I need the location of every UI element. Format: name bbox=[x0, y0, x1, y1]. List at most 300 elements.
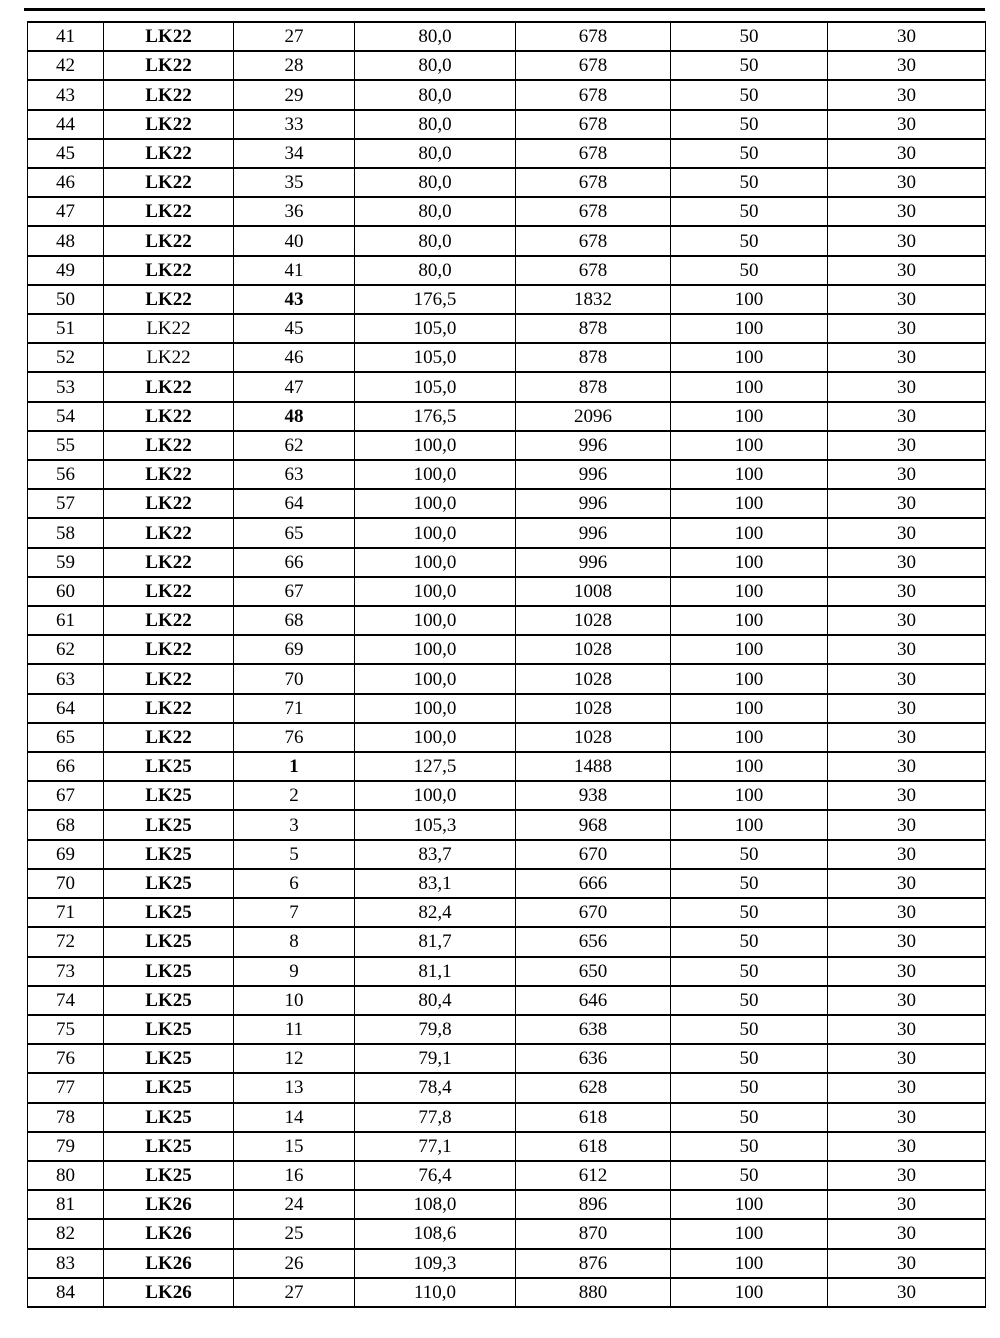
cell-percent: 50 bbox=[671, 80, 828, 109]
cell-decimal: 79,8 bbox=[355, 1015, 516, 1044]
cell-decimal: 80,0 bbox=[355, 168, 516, 197]
cell-constant: 30 bbox=[828, 226, 986, 255]
cell-code: LK25 bbox=[104, 1015, 234, 1044]
table-row bbox=[28, 226, 986, 255]
cell-index: 48 bbox=[28, 226, 104, 255]
cell-index: 81 bbox=[28, 1190, 104, 1219]
cell-code: LK22 bbox=[104, 518, 234, 547]
cell-code: LK22 bbox=[104, 285, 234, 314]
cell-code: LK22 bbox=[104, 577, 234, 606]
table-row bbox=[28, 1190, 986, 1219]
cell-decimal: 100,0 bbox=[355, 606, 516, 635]
cell-decimal: 82,4 bbox=[355, 898, 516, 927]
cell-value: 618 bbox=[516, 1103, 671, 1132]
cell-index: 68 bbox=[28, 810, 104, 839]
cell-percent: 100 bbox=[671, 1278, 828, 1307]
cell-code: LK22 bbox=[104, 314, 234, 343]
cell-constant: 30 bbox=[828, 402, 986, 431]
cell-decimal: 108,6 bbox=[355, 1219, 516, 1248]
cell-code: LK22 bbox=[104, 606, 234, 635]
cell-number: 10 bbox=[234, 986, 355, 1015]
cell-value: 678 bbox=[516, 110, 671, 139]
cell-index: 52 bbox=[28, 343, 104, 372]
cell-constant: 30 bbox=[828, 898, 986, 927]
cell-decimal: 80,0 bbox=[355, 139, 516, 168]
cell-number: 46 bbox=[234, 343, 355, 372]
cell-percent: 50 bbox=[671, 898, 828, 927]
cell-value: 678 bbox=[516, 22, 671, 51]
cell-constant: 30 bbox=[828, 781, 986, 810]
table-row bbox=[28, 927, 986, 956]
cell-percent: 50 bbox=[671, 1132, 828, 1161]
cell-percent: 100 bbox=[671, 664, 828, 693]
cell-decimal: 80,0 bbox=[355, 110, 516, 139]
cell-index: 82 bbox=[28, 1219, 104, 1248]
table-row bbox=[28, 1044, 986, 1073]
cell-percent: 50 bbox=[671, 840, 828, 869]
cell-percent: 100 bbox=[671, 372, 828, 401]
table-row bbox=[28, 1161, 986, 1190]
cell-number: 24 bbox=[234, 1190, 355, 1219]
cell-index: 56 bbox=[28, 460, 104, 489]
cell-constant: 30 bbox=[828, 80, 986, 109]
cell-index: 61 bbox=[28, 606, 104, 635]
cell-value: 618 bbox=[516, 1132, 671, 1161]
cell-value: 678 bbox=[516, 226, 671, 255]
table-row bbox=[28, 110, 986, 139]
cell-number: 27 bbox=[234, 1278, 355, 1307]
cell-code: LK25 bbox=[104, 957, 234, 986]
cell-constant: 30 bbox=[828, 518, 986, 547]
cell-index: 49 bbox=[28, 256, 104, 285]
cell-constant: 30 bbox=[828, 1190, 986, 1219]
cell-constant: 30 bbox=[828, 1073, 986, 1102]
cell-index: 71 bbox=[28, 898, 104, 927]
cell-percent: 50 bbox=[671, 1044, 828, 1073]
cell-code: LK25 bbox=[104, 1073, 234, 1102]
cell-number: 7 bbox=[234, 898, 355, 927]
cell-percent: 100 bbox=[671, 548, 828, 577]
table-row bbox=[28, 431, 986, 460]
cell-percent: 100 bbox=[671, 285, 828, 314]
table-row bbox=[28, 723, 986, 752]
cell-number: 63 bbox=[234, 460, 355, 489]
table-row bbox=[28, 343, 986, 372]
cell-decimal: 100,0 bbox=[355, 694, 516, 723]
cell-percent: 100 bbox=[671, 489, 828, 518]
cell-decimal: 80,0 bbox=[355, 22, 516, 51]
cell-index: 63 bbox=[28, 664, 104, 693]
cell-decimal: 100,0 bbox=[355, 664, 516, 693]
cell-decimal: 83,1 bbox=[355, 869, 516, 898]
cell-constant: 30 bbox=[828, 197, 986, 226]
cell-constant: 30 bbox=[828, 723, 986, 752]
cell-value: 666 bbox=[516, 869, 671, 898]
cell-constant: 30 bbox=[828, 1249, 986, 1278]
cell-value: 880 bbox=[516, 1278, 671, 1307]
cell-value: 996 bbox=[516, 518, 671, 547]
cell-index: 64 bbox=[28, 694, 104, 723]
table-row bbox=[28, 1278, 986, 1307]
cell-percent: 100 bbox=[671, 518, 828, 547]
cell-constant: 30 bbox=[828, 635, 986, 664]
cell-decimal: 80,4 bbox=[355, 986, 516, 1015]
table-row bbox=[28, 898, 986, 927]
cell-value: 878 bbox=[516, 314, 671, 343]
cell-percent: 50 bbox=[671, 168, 828, 197]
cell-value: 1028 bbox=[516, 723, 671, 752]
cell-value: 678 bbox=[516, 256, 671, 285]
cell-index: 70 bbox=[28, 869, 104, 898]
cell-percent: 50 bbox=[671, 51, 828, 80]
cell-decimal: 80,0 bbox=[355, 80, 516, 109]
cell-constant: 30 bbox=[828, 986, 986, 1015]
cell-index: 42 bbox=[28, 51, 104, 80]
cell-percent: 100 bbox=[671, 1219, 828, 1248]
cell-index: 58 bbox=[28, 518, 104, 547]
cell-code: LK25 bbox=[104, 1044, 234, 1073]
cell-number: 26 bbox=[234, 1249, 355, 1278]
cell-percent: 100 bbox=[671, 752, 828, 781]
previous-row-cut-border bbox=[24, 8, 985, 11]
cell-number: 12 bbox=[234, 1044, 355, 1073]
table-row bbox=[28, 256, 986, 285]
table-body bbox=[28, 22, 986, 1307]
table-row bbox=[28, 168, 986, 197]
cell-decimal: 77,1 bbox=[355, 1132, 516, 1161]
cell-decimal: 100,0 bbox=[355, 431, 516, 460]
cell-decimal: 83,7 bbox=[355, 840, 516, 869]
cell-constant: 30 bbox=[828, 752, 986, 781]
cell-value: 656 bbox=[516, 927, 671, 956]
cell-code: LK22 bbox=[104, 51, 234, 80]
cell-number: 5 bbox=[234, 840, 355, 869]
cell-decimal: 81,7 bbox=[355, 927, 516, 956]
cell-value: 678 bbox=[516, 139, 671, 168]
cell-index: 79 bbox=[28, 1132, 104, 1161]
table-row bbox=[28, 1132, 986, 1161]
cell-number: 25 bbox=[234, 1219, 355, 1248]
table-row bbox=[28, 518, 986, 547]
cell-index: 50 bbox=[28, 285, 104, 314]
cell-percent: 50 bbox=[671, 986, 828, 1015]
cell-code: LK25 bbox=[104, 1161, 234, 1190]
cell-code: LK22 bbox=[104, 139, 234, 168]
cell-decimal: 105,3 bbox=[355, 810, 516, 839]
cell-index: 67 bbox=[28, 781, 104, 810]
cell-number: 48 bbox=[234, 402, 355, 431]
cell-number: 29 bbox=[234, 80, 355, 109]
cell-percent: 100 bbox=[671, 810, 828, 839]
table-row bbox=[28, 489, 986, 518]
cell-constant: 30 bbox=[828, 1161, 986, 1190]
table-row bbox=[28, 372, 986, 401]
cell-number: 27 bbox=[234, 22, 355, 51]
table-row bbox=[28, 51, 986, 80]
cell-value: 878 bbox=[516, 372, 671, 401]
cell-percent: 50 bbox=[671, 197, 828, 226]
cell-index: 66 bbox=[28, 752, 104, 781]
cell-value: 896 bbox=[516, 1190, 671, 1219]
cell-constant: 30 bbox=[828, 139, 986, 168]
cell-constant: 30 bbox=[828, 840, 986, 869]
cell-value: 646 bbox=[516, 986, 671, 1015]
cell-decimal: 100,0 bbox=[355, 577, 516, 606]
cell-value: 678 bbox=[516, 168, 671, 197]
cell-constant: 30 bbox=[828, 256, 986, 285]
data-table bbox=[27, 21, 986, 1308]
cell-value: 636 bbox=[516, 1044, 671, 1073]
cell-number: 76 bbox=[234, 723, 355, 752]
cell-code: LK26 bbox=[104, 1219, 234, 1248]
cell-code: LK22 bbox=[104, 635, 234, 664]
cell-number: 8 bbox=[234, 927, 355, 956]
cell-decimal: 100,0 bbox=[355, 635, 516, 664]
cell-decimal: 79,1 bbox=[355, 1044, 516, 1073]
cell-constant: 30 bbox=[828, 110, 986, 139]
cell-value: 2096 bbox=[516, 402, 671, 431]
cell-index: 76 bbox=[28, 1044, 104, 1073]
cell-constant: 30 bbox=[828, 606, 986, 635]
cell-number: 41 bbox=[234, 256, 355, 285]
table-row bbox=[28, 139, 986, 168]
cell-percent: 50 bbox=[671, 927, 828, 956]
cell-constant: 30 bbox=[828, 927, 986, 956]
cell-code: LK25 bbox=[104, 752, 234, 781]
cell-index: 72 bbox=[28, 927, 104, 956]
cell-decimal: 105,0 bbox=[355, 372, 516, 401]
cell-percent: 100 bbox=[671, 1249, 828, 1278]
cell-constant: 30 bbox=[828, 577, 986, 606]
cell-constant: 30 bbox=[828, 664, 986, 693]
cell-index: 84 bbox=[28, 1278, 104, 1307]
cell-number: 15 bbox=[234, 1132, 355, 1161]
table-row bbox=[28, 314, 986, 343]
cell-percent: 50 bbox=[671, 1015, 828, 1044]
cell-number: 33 bbox=[234, 110, 355, 139]
cell-decimal: 80,0 bbox=[355, 197, 516, 226]
cell-value: 638 bbox=[516, 1015, 671, 1044]
cell-percent: 50 bbox=[671, 1103, 828, 1132]
cell-index: 65 bbox=[28, 723, 104, 752]
table-row bbox=[28, 1249, 986, 1278]
cell-index: 53 bbox=[28, 372, 104, 401]
cell-value: 938 bbox=[516, 781, 671, 810]
cell-percent: 50 bbox=[671, 869, 828, 898]
cell-decimal: 176,5 bbox=[355, 402, 516, 431]
cell-code: LK22 bbox=[104, 723, 234, 752]
cell-constant: 30 bbox=[828, 548, 986, 577]
cell-decimal: 100,0 bbox=[355, 781, 516, 810]
cell-code: LK26 bbox=[104, 1249, 234, 1278]
table-row bbox=[28, 957, 986, 986]
cell-value: 1028 bbox=[516, 694, 671, 723]
cell-constant: 30 bbox=[828, 168, 986, 197]
cell-decimal: 105,0 bbox=[355, 314, 516, 343]
cell-percent: 100 bbox=[671, 694, 828, 723]
cell-value: 678 bbox=[516, 80, 671, 109]
cell-decimal: 77,8 bbox=[355, 1103, 516, 1132]
cell-percent: 50 bbox=[671, 110, 828, 139]
cell-index: 46 bbox=[28, 168, 104, 197]
cell-index: 55 bbox=[28, 431, 104, 460]
cell-code: LK22 bbox=[104, 256, 234, 285]
cell-number: 40 bbox=[234, 226, 355, 255]
cell-constant: 30 bbox=[828, 869, 986, 898]
cell-decimal: 81,1 bbox=[355, 957, 516, 986]
cell-constant: 30 bbox=[828, 1219, 986, 1248]
cell-index: 69 bbox=[28, 840, 104, 869]
cell-value: 870 bbox=[516, 1219, 671, 1248]
cell-code: LK25 bbox=[104, 840, 234, 869]
table-row bbox=[28, 402, 986, 431]
cell-index: 41 bbox=[28, 22, 104, 51]
cell-value: 612 bbox=[516, 1161, 671, 1190]
cell-number: 16 bbox=[234, 1161, 355, 1190]
cell-code: LK22 bbox=[104, 226, 234, 255]
cell-index: 54 bbox=[28, 402, 104, 431]
cell-decimal: 105,0 bbox=[355, 343, 516, 372]
table-row bbox=[28, 197, 986, 226]
cell-index: 59 bbox=[28, 548, 104, 577]
cell-index: 44 bbox=[28, 110, 104, 139]
cell-value: 1008 bbox=[516, 577, 671, 606]
cell-value: 650 bbox=[516, 957, 671, 986]
table-row bbox=[28, 1219, 986, 1248]
cell-code: LK26 bbox=[104, 1190, 234, 1219]
table-row bbox=[28, 1073, 986, 1102]
cell-number: 14 bbox=[234, 1103, 355, 1132]
cell-decimal: 109,3 bbox=[355, 1249, 516, 1278]
cell-constant: 30 bbox=[828, 1278, 986, 1307]
cell-number: 71 bbox=[234, 694, 355, 723]
cell-decimal: 176,5 bbox=[355, 285, 516, 314]
cell-percent: 100 bbox=[671, 577, 828, 606]
cell-number: 67 bbox=[234, 577, 355, 606]
cell-percent: 50 bbox=[671, 22, 828, 51]
cell-code: LK22 bbox=[104, 548, 234, 577]
cell-constant: 30 bbox=[828, 343, 986, 372]
cell-value: 670 bbox=[516, 840, 671, 869]
cell-code: LK25 bbox=[104, 810, 234, 839]
cell-decimal: 78,4 bbox=[355, 1073, 516, 1102]
cell-constant: 30 bbox=[828, 431, 986, 460]
cell-code: LK22 bbox=[104, 80, 234, 109]
table-row bbox=[28, 986, 986, 1015]
cell-decimal: 110,0 bbox=[355, 1278, 516, 1307]
cell-percent: 100 bbox=[671, 314, 828, 343]
cell-constant: 30 bbox=[828, 1103, 986, 1132]
cell-code: LK26 bbox=[104, 1278, 234, 1307]
cell-constant: 30 bbox=[828, 489, 986, 518]
cell-value: 678 bbox=[516, 197, 671, 226]
cell-percent: 50 bbox=[671, 957, 828, 986]
table-row bbox=[28, 80, 986, 109]
cell-index: 57 bbox=[28, 489, 104, 518]
cell-code: LK22 bbox=[104, 431, 234, 460]
cell-code: LK25 bbox=[104, 781, 234, 810]
cell-value: 670 bbox=[516, 898, 671, 927]
cell-constant: 30 bbox=[828, 1044, 986, 1073]
cell-decimal: 100,0 bbox=[355, 460, 516, 489]
cell-value: 1028 bbox=[516, 606, 671, 635]
cell-index: 51 bbox=[28, 314, 104, 343]
cell-number: 65 bbox=[234, 518, 355, 547]
cell-code: LK25 bbox=[104, 869, 234, 898]
cell-value: 878 bbox=[516, 343, 671, 372]
cell-number: 11 bbox=[234, 1015, 355, 1044]
cell-value: 1028 bbox=[516, 635, 671, 664]
table-row bbox=[28, 285, 986, 314]
cell-number: 43 bbox=[234, 285, 355, 314]
cell-percent: 50 bbox=[671, 226, 828, 255]
cell-code: LK25 bbox=[104, 1103, 234, 1132]
cell-number: 1 bbox=[234, 752, 355, 781]
table-row bbox=[28, 1015, 986, 1044]
cell-code: LK22 bbox=[104, 489, 234, 518]
cell-number: 45 bbox=[234, 314, 355, 343]
cell-number: 64 bbox=[234, 489, 355, 518]
cell-percent: 100 bbox=[671, 1190, 828, 1219]
table-row bbox=[28, 606, 986, 635]
cell-percent: 50 bbox=[671, 256, 828, 285]
cell-value: 996 bbox=[516, 548, 671, 577]
cell-number: 13 bbox=[234, 1073, 355, 1102]
cell-decimal: 80,0 bbox=[355, 51, 516, 80]
cell-constant: 30 bbox=[828, 51, 986, 80]
cell-code: LK22 bbox=[104, 343, 234, 372]
cell-code: LK22 bbox=[104, 664, 234, 693]
table-row bbox=[28, 460, 986, 489]
cell-index: 43 bbox=[28, 80, 104, 109]
cell-index: 47 bbox=[28, 197, 104, 226]
cell-index: 62 bbox=[28, 635, 104, 664]
cell-percent: 100 bbox=[671, 460, 828, 489]
cell-percent: 100 bbox=[671, 431, 828, 460]
table-row bbox=[28, 577, 986, 606]
cell-code: LK25 bbox=[104, 927, 234, 956]
cell-percent: 100 bbox=[671, 723, 828, 752]
cell-value: 996 bbox=[516, 431, 671, 460]
cell-decimal: 108,0 bbox=[355, 1190, 516, 1219]
table-row bbox=[28, 781, 986, 810]
cell-percent: 100 bbox=[671, 781, 828, 810]
cell-constant: 30 bbox=[828, 285, 986, 314]
cell-value: 1488 bbox=[516, 752, 671, 781]
cell-decimal: 80,0 bbox=[355, 256, 516, 285]
table-row bbox=[28, 664, 986, 693]
table-row bbox=[28, 548, 986, 577]
cell-code: LK22 bbox=[104, 110, 234, 139]
cell-number: 66 bbox=[234, 548, 355, 577]
cell-index: 77 bbox=[28, 1073, 104, 1102]
cell-value: 678 bbox=[516, 51, 671, 80]
cell-decimal: 127,5 bbox=[355, 752, 516, 781]
cell-percent: 50 bbox=[671, 139, 828, 168]
cell-number: 2 bbox=[234, 781, 355, 810]
cell-code: LK25 bbox=[104, 898, 234, 927]
cell-constant: 30 bbox=[828, 460, 986, 489]
cell-number: 70 bbox=[234, 664, 355, 693]
cell-percent: 50 bbox=[671, 1073, 828, 1102]
cell-number: 35 bbox=[234, 168, 355, 197]
cell-percent: 100 bbox=[671, 343, 828, 372]
cell-value: 628 bbox=[516, 1073, 671, 1102]
cell-decimal: 80,0 bbox=[355, 226, 516, 255]
cell-value: 968 bbox=[516, 810, 671, 839]
cell-percent: 100 bbox=[671, 606, 828, 635]
cell-number: 3 bbox=[234, 810, 355, 839]
